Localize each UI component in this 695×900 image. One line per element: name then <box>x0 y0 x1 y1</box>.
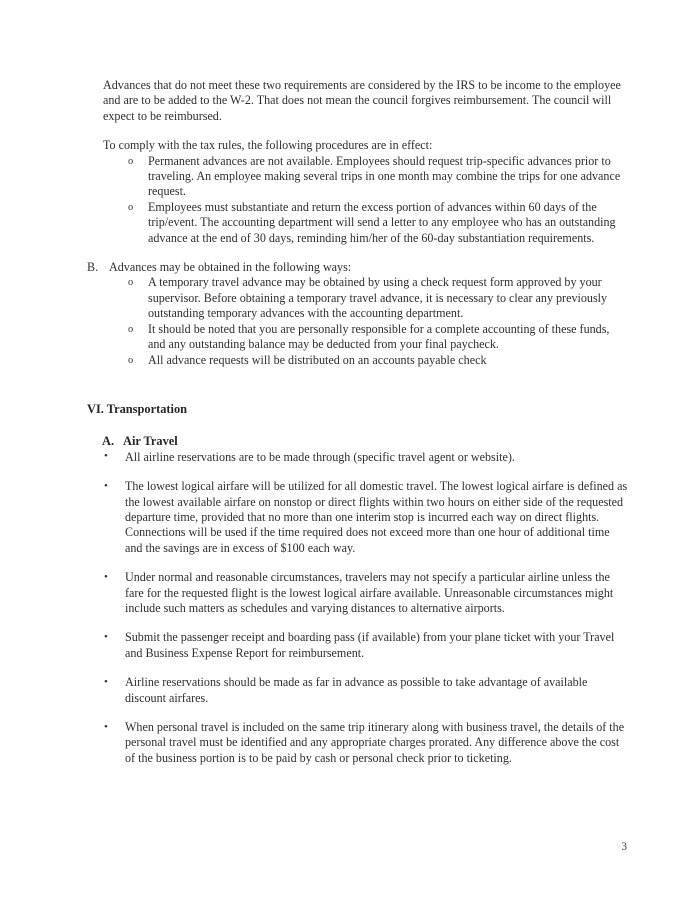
list-item <box>103 675 628 706</box>
spacer <box>103 246 628 260</box>
air-travel-bullet-list <box>103 450 628 767</box>
tax-rules-lead: To comply with the tax rules, the following procedures are in effect: <box>103 138 433 153</box>
list-item <box>103 200 628 246</box>
list-item-text: It should be noted that you are personally responsible for a complete accounting of these funds, and any outstanding balance may be deducted from your final paycheck. <box>148 321 610 352</box>
subsection-a-title: Air Travel <box>123 434 178 449</box>
section-b-heading <box>87 260 628 275</box>
list-item-text: Under normal and reasonable circumstances, travelers may not specify a particular airline unless the fare for the requested flight is the lowest logical airfare available. Unreasonable circumstances might include such matters as schedules and varying distances to alternative airports. <box>125 570 614 615</box>
tax-rules-list <box>103 154 628 246</box>
bullet-dot-icon: • <box>104 630 108 643</box>
page-content <box>87 78 628 766</box>
spacer <box>103 706 628 720</box>
list-item <box>103 570 628 616</box>
list-item-text: Permanent advances are not available. Employees should request trip-specific advances prior to traveling. An employee making several trips in one month may combine the trips for one advance request. <box>148 153 621 199</box>
spacer <box>103 661 628 675</box>
section-b-marker: B. <box>87 260 99 275</box>
list-item-text: Submit the passenger receipt and boarding pass (if available) from your plane ticket with your Travel and Business Expense Report for reimbursement. <box>125 630 615 660</box>
circle-bullet-icon: o <box>128 201 134 213</box>
bullet-dot-icon: • <box>104 479 108 492</box>
circle-bullet-icon: o <box>128 354 134 366</box>
spacer <box>103 616 628 630</box>
circle-bullet-icon: o <box>128 155 134 167</box>
list-item-text: All airline reservations are to be made through (specific travel agent or website). <box>125 449 515 464</box>
spacer <box>103 556 628 570</box>
spacer <box>103 368 628 402</box>
circle-bullet-icon: o <box>128 277 134 289</box>
section-vi-heading: VI. Transportation <box>87 401 188 416</box>
list-item-text: Employees must substantiate and return the excess portion of advances within 60 days of the trip/event. The accounting department will send a letter to any employee who has an outstanding advance at the end of 30 days, reminding him/her of the 60-day substantiation requirements. <box>148 199 616 245</box>
list-item <box>103 479 628 556</box>
spacer <box>103 417 628 434</box>
list-item <box>103 720 628 766</box>
bullet-dot-icon: • <box>104 570 108 583</box>
list-item-text: When personal travel is included on the same trip itinerary along with business travel, the details of the personal travel must be identified and any appropriate charges prorated. Any difference above the cost of the business portion is to be paid by cash or personal check prior to ticketing. <box>125 720 625 765</box>
list-item-text: A temporary travel advance may be obtained by using a check request form approved by your supervisor. Before obtaining a temporary travel advance, it is necessary to clear any previously outstanding temporary advances with the accounting department. <box>148 275 608 321</box>
bullet-dot-icon: • <box>104 675 108 688</box>
list-item-text: The lowest logical airfare will be utilized for all domestic travel. The lowest logical airfare is defined as the lowest available airfare on nonstop or direct flights within two hours on either side of the requested departure time, provided that no more than one interim stop is incurred each way on direct flights. Connections will be used if the time required does not exceed more than one hour of additional time and the savings are in excess of $100 each way. <box>125 479 628 555</box>
list-item <box>103 275 628 321</box>
list-item-text: Airline reservations should be made as far in advance as possible to take advantage of available discount airfares. <box>125 675 588 705</box>
intro-paragraph: Advances that do not meet these two requirements are considered by the IRS to be income to the employee and are to be added to the W-2. That does not mean the council forgives reimbursement. The council will expect to be reimbursed. <box>103 78 621 123</box>
list-item <box>103 154 628 200</box>
list-item <box>103 322 628 353</box>
spacer <box>103 124 628 138</box>
section-b-list <box>103 275 628 367</box>
list-item <box>103 450 628 465</box>
list-item <box>103 630 628 661</box>
list-item-text: All advance requests will be distributed on an accounts payable check <box>148 352 487 367</box>
list-item <box>103 353 628 368</box>
section-b-lead: Advances may be obtained in the following ways: <box>109 260 352 275</box>
page-number: 3 <box>621 841 627 853</box>
subsection-a-heading <box>102 434 628 449</box>
circle-bullet-icon: o <box>128 323 134 335</box>
spacer <box>103 465 628 479</box>
bullet-dot-icon: • <box>104 450 108 463</box>
subsection-a-marker: A. <box>102 434 115 449</box>
bullet-dot-icon: • <box>104 720 108 733</box>
